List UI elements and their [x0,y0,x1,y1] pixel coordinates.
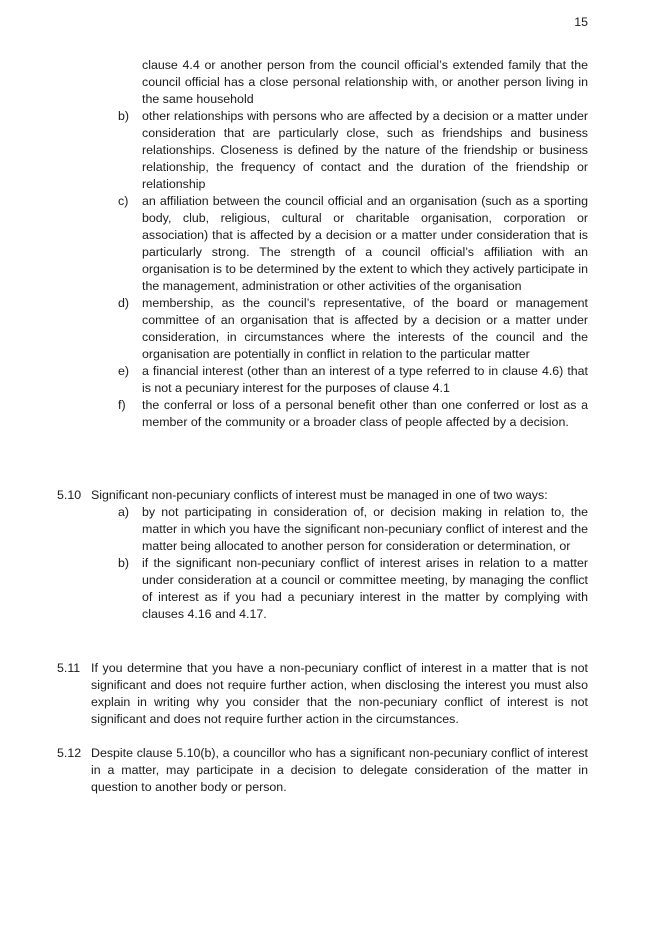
list-letter: b) [118,556,130,570]
list-letter: d) [118,296,130,310]
list-letter: b) [118,109,130,123]
clause-text: Significant non-pecuniary conflicts of interest must be managed in one of two ways: [91,488,548,502]
list-letter: c) [118,194,129,208]
list-letter: e) [118,364,130,378]
list-item-text: a financial interest (other than an interest of a type referred to in clause 4.6) that is not a pecuniary interest for the purposes of clause 4.1 [142,364,588,395]
list-item-text: other relationships with persons who are affected by a decision or a matter under consideration that are particularly close, such as friendships and business relationships. Closeness is defined by the nature of the friendship or business relationship, the frequency of contact and the duration of the friendship or relationship [142,109,588,191]
list-item [118,363,588,397]
clause-number: 5.11 [57,661,81,675]
clause-5-10 [57,487,588,623]
list-item [118,295,588,363]
list-letter: a) [118,505,130,519]
conflict-types-list [118,108,588,431]
continuation-text: clause 4.4 or another person from the council official’s extended family that the council official has a close personal relationship with, or another person living in the same household [142,58,588,106]
list-item [118,504,588,555]
page-number: 15 [574,15,588,29]
clause-text: If you determine that you have a non-pecuniary conflict of interest in a matter that is not significant and does not require further action, when disclosing the interest you must also explain in writing why you consider that the non-pecuniary conflict of interest is not significant and does not require further action in the circumstances. [91,661,588,726]
list-item [118,193,588,295]
clause-number: 5.12 [57,746,82,760]
clause-5-12 [57,745,588,796]
clause-number: 5.10 [57,488,82,502]
list-item [118,555,588,623]
list-item [118,108,588,193]
list-item-text: membership, as the council’s representative, of the board or management committee of an organisation that is affected by a decision or a matter under consideration, in circumstances where the interests of the council and the organisation are potentially in conflict in relation to the particular matter [142,296,588,361]
list-letter: f) [118,398,126,412]
clause-text: Despite clause 5.10(b), a councillor who has a significant non-pecuniary conflict of interest in a matter, may participate in a decision to delegate consideration of the matter in question to another body or person. [91,746,588,794]
list-item-text: the conferral or loss of a personal benefit other than one conferred or lost as a member of the community or a broader class of people affected by a decision. [142,398,588,429]
clause-5-11 [57,660,588,728]
clause-5-10-list [118,504,588,623]
list-item-text: if the significant non-pecuniary conflict of interest arises in relation to a matter under consideration at a council or committee meeting, by managing the conflict of interest as if you had a pecuniary interest in the matter by complying with clauses 4.16 and 4.17. [142,556,588,621]
list-item [118,397,588,431]
list-item-text: by not participating in consideration of, or decision making in relation to, the matter in which you have the significant non-pecuniary conflict of interest and the matter being allocated to another person for consideration or determination, or [142,505,588,553]
list-item-text: an affiliation between the council official and an organisation (such as a sporting body, club, religious, cultural or charitable organisation, corporation or association) that is affected by a decision or a matter under consideration that is particularly strong. The strength of a council official’s affiliation with an organisation is to be determined by the extent to which they actively participate in the management, administration or other activities of the organisation [142,194,588,293]
